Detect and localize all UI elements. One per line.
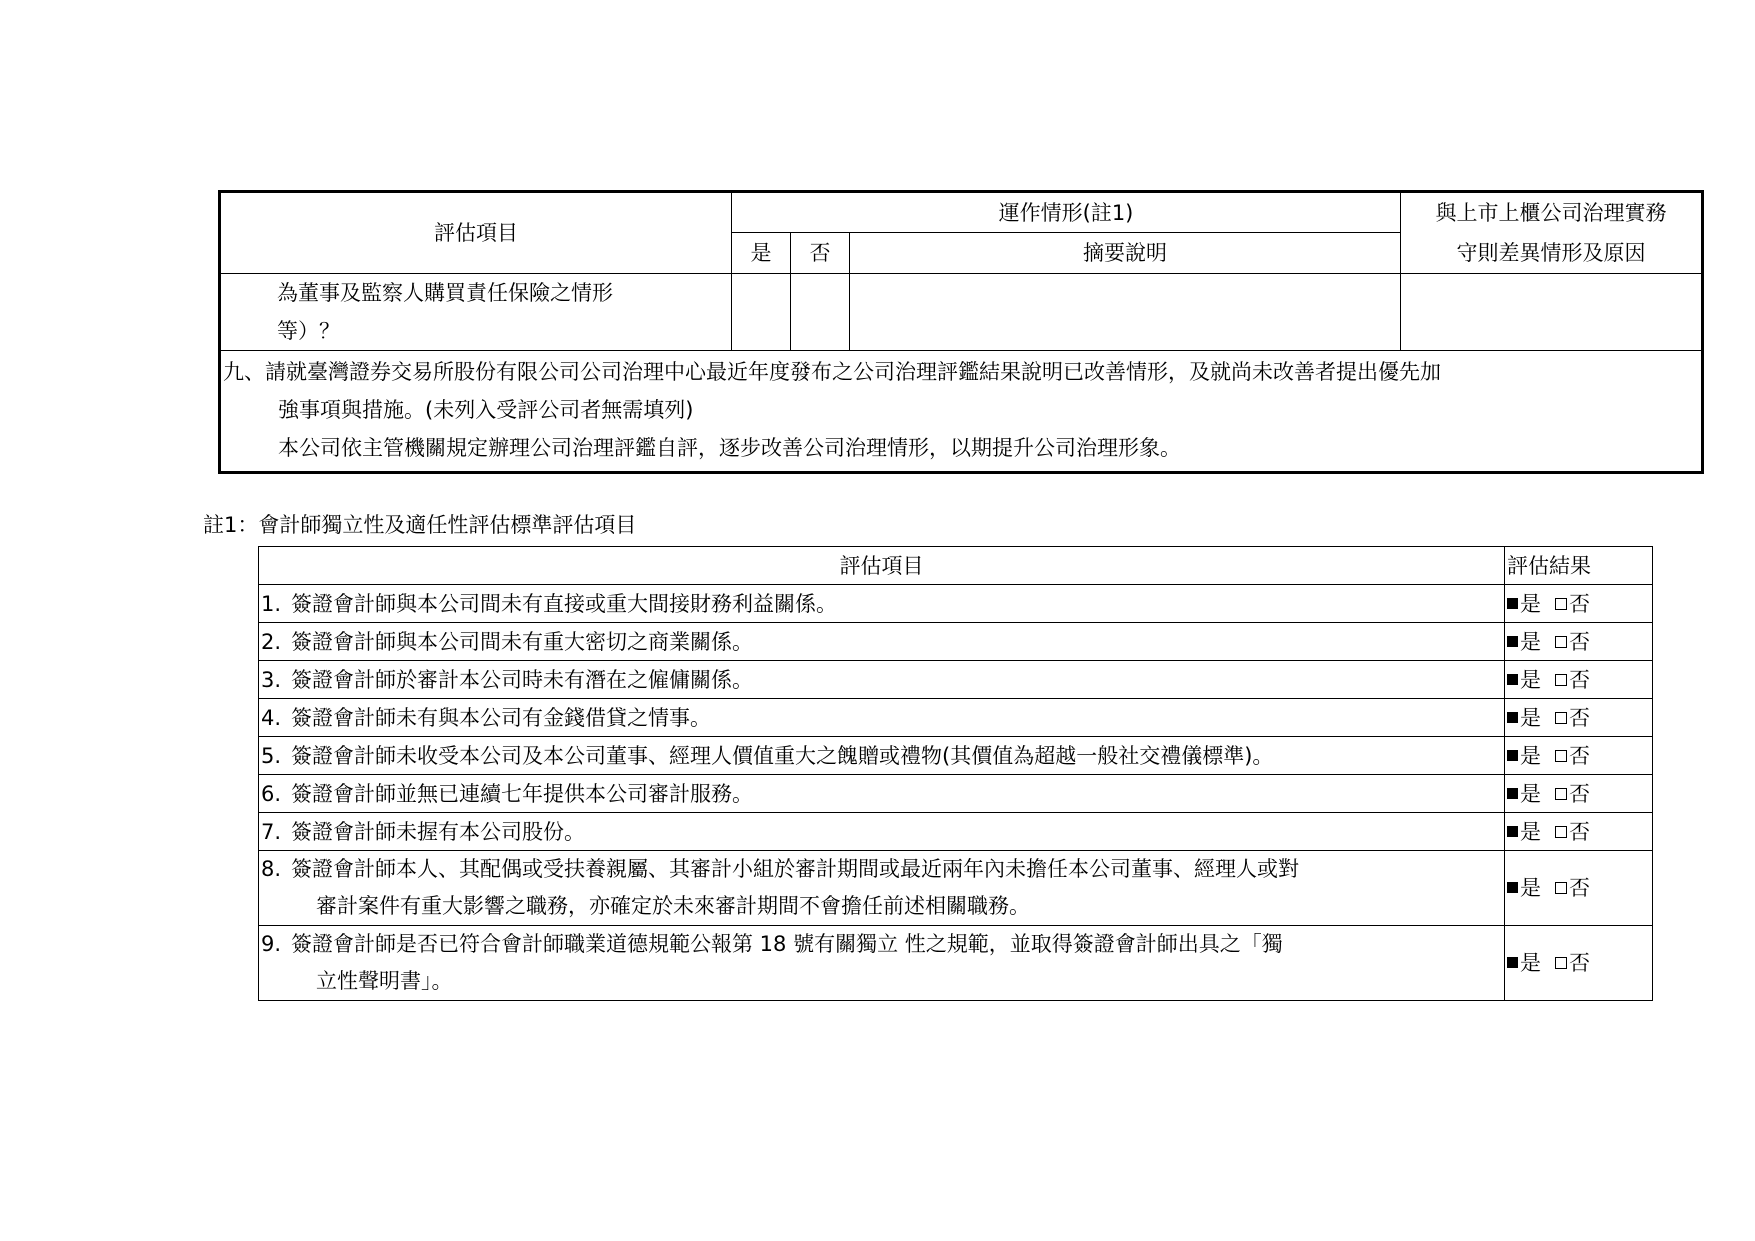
row-result (1505, 737, 1653, 775)
unchecked-box-icon (1555, 598, 1567, 610)
row-number: 1. (261, 591, 282, 616)
checked-box-icon (1507, 957, 1518, 968)
row-text: 簽證會計師與本公司間未有重大密切之商業關係。 (291, 629, 753, 654)
yes-label: 是 (1520, 743, 1541, 768)
unchecked-box-icon (1555, 826, 1567, 838)
yes-label: 是 (1520, 781, 1541, 806)
unchecked-box-icon (1555, 882, 1567, 894)
no-label: 否 (1569, 781, 1590, 806)
row-number: 4. (261, 705, 282, 730)
footnote-caption: 註1：會計師獨立性及適任性評估標準評估項目 (203, 513, 637, 537)
row-text-continued: 立性聲明書」。 (316, 969, 453, 993)
continued-item-line1: 為董事及監察人購買責任保險之情形 (277, 281, 613, 305)
item-9-line1: 九、請就臺灣證券交易所股份有限公司公司治理中心最近年度發布之公司治理評鑑結果說明已改善情形，及就尚未改善者提出優先加 (223, 360, 1441, 384)
table-row (259, 737, 1653, 775)
checked-box-icon (1507, 750, 1518, 761)
row-text: 簽證會計師未握有本公司股份。 (291, 819, 585, 844)
unchecked-box-icon (1555, 636, 1567, 648)
row-text-continued: 審計案件有重大影響之職務，亦確定於未來審計期間不會擔任前述相關職務。 (316, 894, 1030, 918)
no-label: 否 (1569, 705, 1590, 730)
item-9-cell (220, 351, 1703, 473)
no-label: 否 (1569, 951, 1590, 975)
continued-item-cell (220, 274, 732, 351)
row-item (259, 585, 1505, 623)
yes-label: 是 (1520, 876, 1541, 900)
row-text: 簽證會計師本人、其配偶或受扶養親屬、其審計小組於審計期間或最近兩年內未擔任本公司董事、經理人或對 (291, 857, 1299, 881)
header-summary: 摘要說明 (850, 233, 1401, 274)
row-result (1505, 926, 1653, 1001)
governance-evaluation-table (218, 190, 1704, 474)
checked-box-icon (1507, 598, 1518, 609)
unchecked-box-icon (1555, 750, 1567, 762)
no-label: 否 (1569, 819, 1590, 844)
header-yes: 是 (732, 233, 791, 274)
no-label: 否 (1569, 591, 1590, 616)
checked-box-icon (1507, 674, 1518, 685)
header-difference-line1: 與上市上櫃公司治理實務 (1435, 201, 1667, 225)
header-difference-line2: 守則差異情形及原因 (1456, 241, 1646, 265)
row-text: 簽證會計師於審計本公司時未有潛在之僱傭關係。 (291, 667, 753, 692)
row-item (259, 623, 1505, 661)
header-eval-item: 評估項目 (220, 192, 732, 274)
yes-label: 是 (1520, 819, 1541, 844)
checked-box-icon (1507, 636, 1518, 647)
continued-item-line2: 等）？ (277, 319, 340, 343)
unchecked-box-icon (1555, 674, 1567, 686)
table-row (259, 851, 1653, 926)
row-result (1505, 851, 1653, 926)
auditor-independence-table (258, 546, 1653, 1001)
row-number: 9. (261, 932, 282, 956)
row-text: 簽證會計師並無已連續七年提供本公司審計服務。 (291, 781, 753, 806)
row-item (259, 699, 1505, 737)
header-no: 否 (791, 233, 850, 274)
row-number: 3. (261, 667, 282, 692)
row-item (259, 813, 1505, 851)
row-item (259, 661, 1505, 699)
row-item (259, 926, 1505, 1001)
row-result (1505, 623, 1653, 661)
row-number: 5. (261, 743, 282, 768)
row-result (1505, 661, 1653, 699)
table-row (259, 623, 1653, 661)
item-9-line2: 強事項與措施。(未列入受評公司者無需填列) (278, 398, 694, 422)
table-row (259, 775, 1653, 813)
row-item (259, 851, 1505, 926)
row-text: 簽證會計師是否已符合會計師職業道德規範公報第 18 號有關獨立 性之規範，並取得簽證會計師出具之「獨 (291, 932, 1283, 956)
unchecked-box-icon (1555, 712, 1567, 724)
row-number: 2. (261, 629, 282, 654)
table-row (259, 813, 1653, 851)
continued-difference-cell (1401, 274, 1703, 351)
yes-label: 是 (1520, 667, 1541, 692)
row-result (1505, 699, 1653, 737)
header-difference (1401, 192, 1703, 274)
no-label: 否 (1569, 629, 1590, 654)
row-number: 8. (261, 857, 282, 881)
yes-label: 是 (1520, 629, 1541, 654)
continued-summary-cell (850, 274, 1401, 351)
table-row (259, 661, 1653, 699)
yes-label: 是 (1520, 591, 1541, 616)
checked-box-icon (1507, 712, 1518, 723)
row-number: 6. (261, 781, 282, 806)
header-operation: 運作情形(註1) (732, 192, 1401, 233)
row-text: 簽證會計師未收受本公司及本公司董事、經理人價值重大之餽贈或禮物(其價值為超越一般社交禮儀標準)。 (291, 743, 1274, 768)
yes-label: 是 (1520, 705, 1541, 730)
unchecked-box-icon (1555, 957, 1567, 969)
item-9-answer: 本公司依主管機關規定辦理公司治理評鑑自評，逐步改善公司治理情形，以期提升公司治理形象。 (278, 436, 1181, 460)
no-label: 否 (1569, 876, 1590, 900)
table-row (259, 585, 1653, 623)
checked-box-icon (1507, 788, 1518, 799)
checked-box-icon (1507, 882, 1518, 893)
no-label: 否 (1569, 743, 1590, 768)
table-row (259, 926, 1653, 1001)
row-result (1505, 813, 1653, 851)
row-text: 簽證會計師未有與本公司有金錢借貸之情事。 (291, 705, 711, 730)
yes-label: 是 (1520, 951, 1541, 975)
row-number: 7. (261, 819, 282, 844)
row-item (259, 775, 1505, 813)
continued-no-cell (791, 274, 850, 351)
t2-header-item: 評估項目 (259, 547, 1505, 585)
row-result (1505, 775, 1653, 813)
row-result (1505, 585, 1653, 623)
checked-box-icon (1507, 826, 1518, 837)
continued-yes-cell (732, 274, 791, 351)
t2-header-result: 評估結果 (1505, 547, 1653, 585)
table-row (259, 699, 1653, 737)
no-label: 否 (1569, 667, 1590, 692)
unchecked-box-icon (1555, 788, 1567, 800)
row-item (259, 737, 1505, 775)
row-text: 簽證會計師與本公司間未有直接或重大間接財務利益關係。 (291, 591, 837, 616)
